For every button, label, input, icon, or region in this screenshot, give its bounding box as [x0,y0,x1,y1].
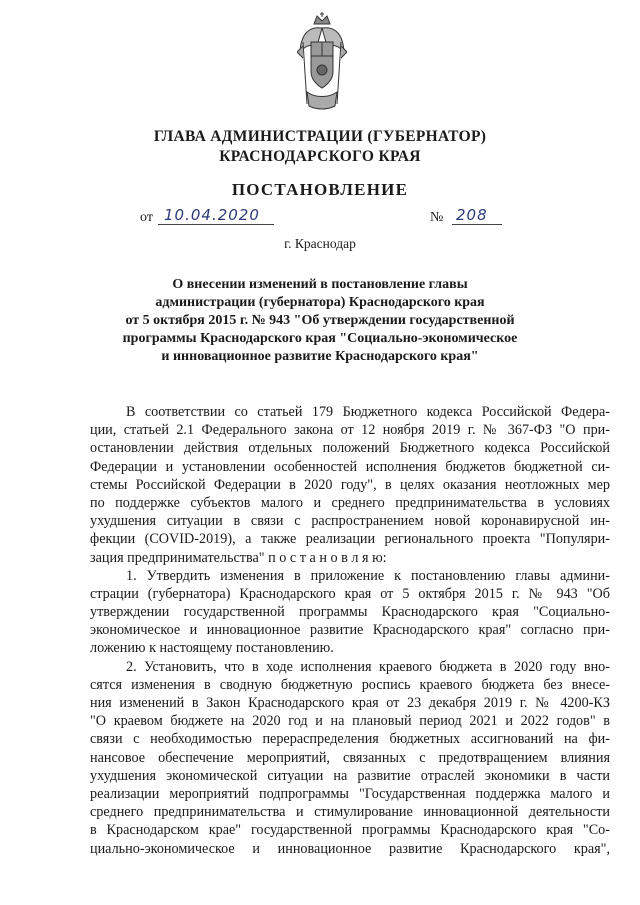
body-text-line: страции (губернатора) Краснодарского края от 5 октября 2015 г. № 943 "Об [90,585,610,602]
document-number: 208 [452,206,502,225]
body-text-line: 1. Утвердить изменения в приложение к постановлению главы админи- [126,567,610,584]
body-text-line: 2. Установить, что в ходе исполнения краевого бюджета в 2020 году вно- [126,658,610,675]
body-text-line: Федерации и установлении особенностей исполнения бюджетов бюджетной си- [90,458,610,475]
document-title [0,276,640,366]
body-text-line: связи с необходимостью перераспределения бюджетных ассигнований на фи- [90,731,610,748]
body-text-line: фекции (COVID-2019), а также реализации регионального проекта "Популяри- [90,531,610,548]
title-line: и инновационное развитие Краснодарского края" [161,349,479,364]
body-text-line: "О краевом бюджете на 2020 год и на плановый период 2021 и 2022 годов" в [90,713,610,730]
document-type-heading: ПОСТАНОВЛЕНИЕ [231,180,409,199]
date-number-line [0,207,640,231]
title-line: О внесении изменений в постановление главы [172,277,468,292]
body-text-line: нансовое обеспечение мероприятий, связанных с предотвращением влияния [90,749,610,766]
body-text-line: среднего предпринимательства и стимулирование инновационной деятельности [90,804,610,821]
title-line: администрации (губернатора) Краснодарского края [155,295,485,310]
body-text-line: В соответствии со статьей 179 Бюджетного кодекса Российской Федера- [126,404,610,420]
body-text-line: ухудшения ситуации в связи с распространением новой коронавирусной ин- [90,513,610,530]
body-text-line: ложению к настоящему постановлению. [90,640,334,657]
number-prefix: № [430,210,444,225]
body-text-line: остановлении действия отдельных положений Бюджетного кодекса Российской [90,440,610,457]
coat-of-arms-icon [297,12,347,112]
body-text-line: ции, статьей 2.1 Федерального закона от 12 ноября 2019 г. № 367-ФЗ "О при- [90,422,610,439]
body-text-line: утверждении государственной программы Краснодарского края "Социально- [90,604,610,621]
body-text-line: сятся изменения в сводную бюджетную роспись краевого бюджета без внесе- [90,676,610,693]
date-prefix: от [140,210,153,225]
title-line: от 5 октября 2015 г. № 943 "Об утверждении государственной [125,313,515,328]
body-text-line: ния изменений в Закон Краснодарского края от 23 декабря 2019 г. № 4200-КЗ [90,695,610,711]
document-date: 10.04.2020 [158,206,274,225]
body-text-line: экономическое и инновационное развитие Краснодарского края" согласно при- [90,622,610,639]
document-body [90,403,610,858]
body-text-line: зация предпринимательства" п о с т а н о в л я ю: [90,549,387,566]
issuer-title-line-2: КРАСНОДАРСКОГО КРАЯ [219,148,421,165]
body-text-line: по поддержке субъектов малого и среднего предпринимательства в условиях [90,494,610,511]
body-text-line: ухудшения экономической ситуации на развитие отраслей экономики в части [90,767,610,784]
body-text-line: реализации мероприятий подпрограммы "Государственная поддержка малого и [90,785,610,802]
city-name: г. Краснодар [284,236,356,251]
issuer-title-line-1: ГЛАВА АДМИНИСТРАЦИИ (ГУБЕРНАТОР) [153,128,487,145]
body-text-line: в Краснодарском крае" государственной программы Краснодарского края "Со- [90,822,610,839]
body-text-line: циально-экономическое и инновационное развитие Краснодарского края", [90,840,610,857]
body-text-line: стемы Российской Федерации в 2020 году", в целях оказания неотложных мер [90,476,610,493]
title-line: программы Краснодарского края "Социально-экономическое [122,331,518,346]
